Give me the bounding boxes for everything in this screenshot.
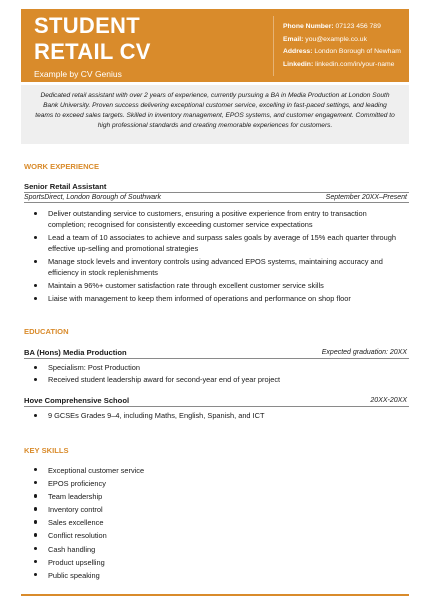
list-item: Lead a team of 10 associates to achieve and surpass sales goals by average of 15% each quarter through effective up-selling and promotional strategies (34, 232, 404, 254)
school-dates: 20XX-20XX (370, 397, 407, 404)
skill-item: Team leadership (34, 490, 404, 503)
cv-name-line1: STUDENT (34, 13, 140, 38)
school-title: Hove Comprehensive School (24, 396, 130, 405)
job-title: Senior Retail Assistant (24, 182, 107, 191)
list-item: Manage stock levels and inventory controls using advanced EPOS systems, maintaining accuracy and efficiency in stock replenishments (34, 256, 404, 278)
contact-email (283, 34, 401, 47)
phone-value: 07123 456 789 (335, 23, 381, 30)
skill-item: Public speaking (34, 569, 404, 582)
contact-linkedin (283, 59, 401, 72)
contact-phone (283, 21, 401, 34)
degree-row (24, 348, 409, 359)
address-value: London Borough of Newham (314, 48, 401, 56)
skill-item: Conflict resolution (34, 529, 404, 542)
job-bullets (34, 208, 404, 304)
address-label: Address: (283, 48, 313, 56)
email-value[interactable]: you@example.co.uk (305, 35, 367, 43)
contact-address (283, 46, 401, 59)
work-experience-heading: WORK EXPERIENCE (24, 162, 100, 171)
skill-item: Sales excellence (34, 516, 404, 529)
school-bullets (34, 410, 404, 421)
linkedin-label: Linkedin: (283, 60, 314, 68)
job-dates: September 20XX–Present (325, 194, 407, 201)
job-title-row (24, 182, 409, 193)
skill-item: Exceptional customer service (34, 464, 404, 477)
list-item: 9 GCSEs Grades 9–4, including Maths, English, Spanish, and ICT (34, 410, 404, 421)
cv-header (21, 9, 409, 82)
cv-name (34, 13, 151, 65)
degree-bullets (34, 362, 404, 385)
skill-item: Inventory control (34, 503, 404, 516)
example-credit: Example by CV Genius (34, 69, 122, 79)
cv-name-line2: RETAIL CV (34, 39, 151, 64)
degree-dates: Expected graduation: 20XX (321, 349, 407, 356)
footer-rule (21, 594, 409, 596)
contact-details (283, 21, 401, 71)
list-item: Specialism: Post Production (34, 362, 404, 373)
skill-item: Cash handling (34, 543, 404, 556)
key-skills-heading: KEY SKILLS (24, 446, 69, 455)
education-heading: EDUCATION (24, 327, 69, 336)
skill-item: Product upselling (34, 556, 404, 569)
list-item: Received student leadership award for second-year end of year project (34, 374, 404, 385)
list-item: Deliver outstanding service to customers, ensuring a positive experience from entry to transaction completion; recognised for consistently exceeding customer service expectations (34, 208, 404, 230)
job-company: SportsDirect, London Borough of Southwark (24, 194, 161, 201)
school-row (24, 396, 409, 407)
list-item: Maintain a 96%+ customer satisfaction rate through excellent customer service skills (34, 280, 404, 291)
skills-list (34, 464, 404, 582)
phone-label: Phone Number: (283, 23, 334, 30)
linkedin-value[interactable]: linkedin.com/in/your-name (315, 60, 395, 68)
job-subtitle-row (24, 194, 409, 203)
header-divider (273, 16, 274, 76)
skill-item: EPOS proficiency (34, 477, 404, 490)
profile-summary: Dedicated retail assistant with over 2 years of experience, currently pursuing a BA in Media Production at London South Bank University. Proven success delivering exceptional customer service, excelling in fast-paced settings, and leading teams to exceed sales targets. Skilled in inventory management, EPOS systems, and customer engagement. Committed to high professional standards and creating memorable experiences for customers. (21, 85, 409, 144)
email-label: Email: (283, 35, 304, 43)
list-item: Liaise with management to keep them informed of operations and performance on shop floor (34, 293, 404, 304)
degree-title: BA (Hons) Media Production (24, 348, 127, 357)
